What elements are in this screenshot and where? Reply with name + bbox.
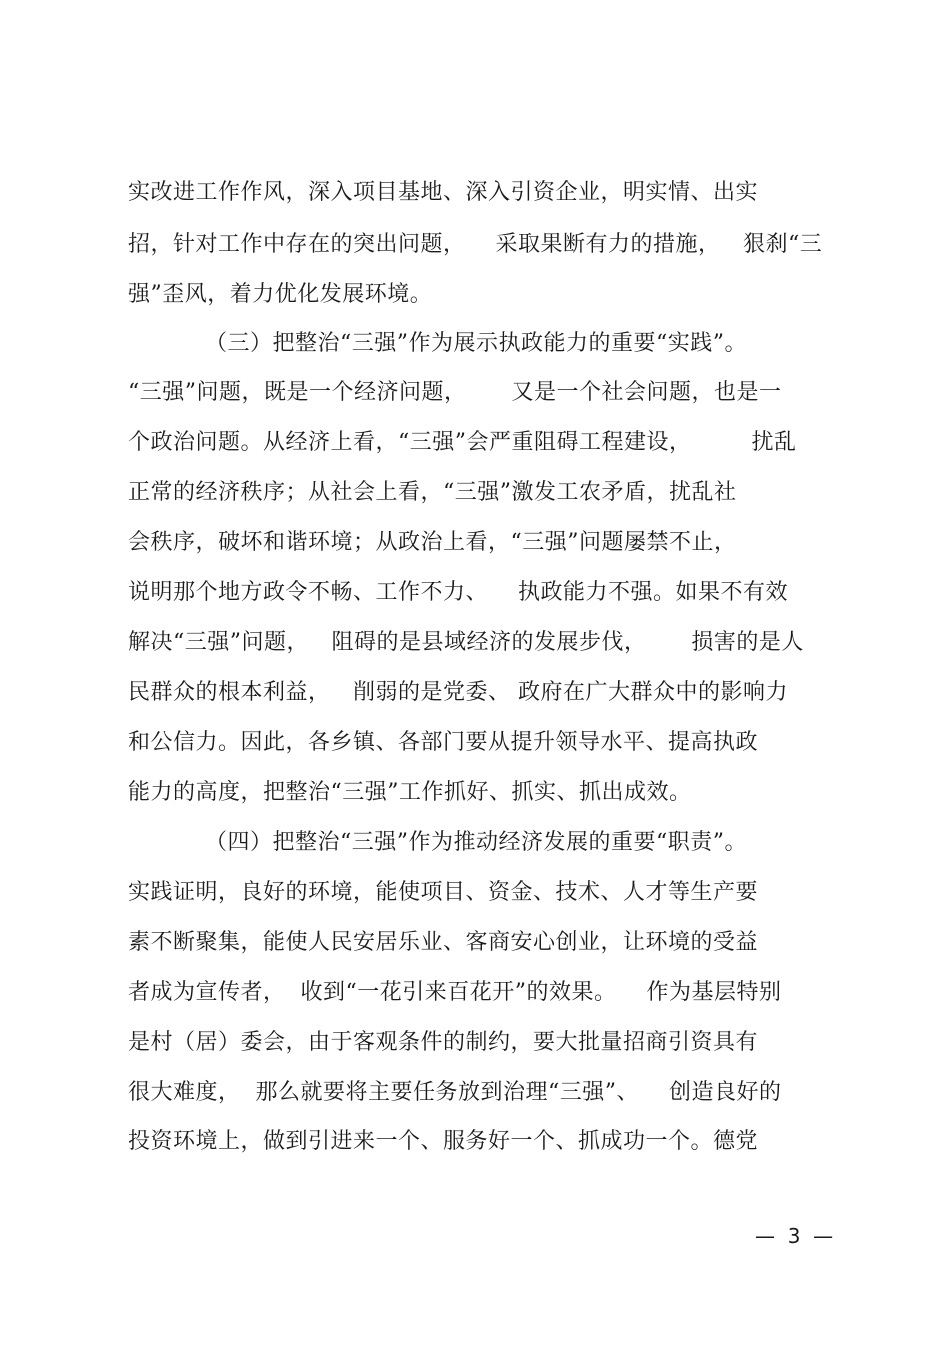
page-number: — 3 — (755, 1224, 834, 1248)
text-line: 能力的高度，把整治“三强”工作抓好、抓实、抓出成效。 (128, 780, 692, 805)
text-line: 招，针对工作中存在的突出问题， 采取果断有力的措施， 狠刹“三 (128, 232, 823, 257)
text-line: “三强”问题，既是一个经济问题， 又是一个社会问题，也是一 (128, 380, 782, 405)
text-line: 很大难度， 那么就要将主要任务放到治理“三强”、 创造良好的 (128, 1080, 782, 1105)
paragraph-heading: （三）把整治“三强”作为展示执政能力的重要“实践”。 (205, 331, 747, 356)
text-line: 说明那个地方政令不畅、工作不力、 执政能力不强。如果不有效 (128, 580, 788, 605)
text-line: 投资环境上，做到引进来一个、服务好一个、抓成功一个。德党 (128, 1129, 759, 1154)
text-line: 素不断聚集，能使人民安居乐业、客商安心创业，让环境的受益 (128, 930, 759, 955)
text-line: 和公信力。因此，各乡镇、各部门要从提升领导水平、提高执政 (128, 730, 759, 755)
text-line: 民群众的根本利益， 削弱的是党委、 政府在广大群众中的影响力 (128, 680, 788, 705)
text-line: 个政治问题。从经济上看，“三强”会严重阻碍工程建设， 扰乱 (128, 430, 797, 455)
text-line: 正常的经济秩序；从社会上看，“三强”激发工农矛盾，扰乱社 (128, 480, 737, 505)
text-line: 者成为宣传者， 收到“一花引来百花开”的效果。 作为基层特别 (128, 980, 782, 1005)
text-line: 解决“三强”问题， 阻碍的是县域经济的发展步伐， 损害的是人 (128, 630, 804, 655)
text-line: 实改进工作作风，深入项目基地、深入引资企业，明实情、出实 (128, 180, 759, 205)
text-line: 是村（居）委会，由于客观条件的制约，要大批量招商引资具有 (128, 1030, 759, 1055)
text-line: 实践证明，良好的环境，能使项目、资金、技术、人才等生产要 (128, 880, 759, 905)
paragraph-heading: （四）把整治“三强”作为推动经济发展的重要“职责”。 (205, 830, 747, 855)
text-line: 会秩序，破坏和谐环境；从政治上看，“三强”问题屡禁不止， (128, 530, 737, 555)
text-line: 强”歪风，着力优化发展环境。 (128, 282, 433, 307)
